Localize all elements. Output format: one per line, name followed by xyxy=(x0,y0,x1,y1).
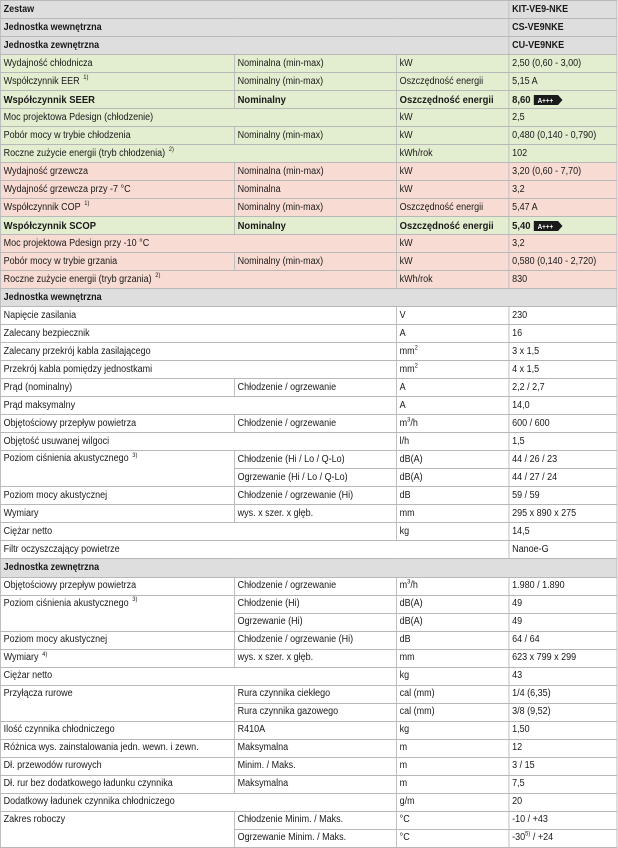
energy-class-text: A+++ xyxy=(538,97,554,105)
cell-unit: kWh/rok xyxy=(396,271,509,289)
cell-label: Objętościowy przepływ powietrza xyxy=(0,577,234,595)
cell-unit: kWh/rok xyxy=(396,145,509,163)
row-cooling-capacity xyxy=(0,55,617,73)
cell-value: 295 x 890 x 275 xyxy=(509,505,617,523)
row-outdoor-model xyxy=(0,37,617,55)
cell-unit: kW xyxy=(396,235,509,253)
cell-unit: m xyxy=(396,775,509,793)
cell-condition: Chłodzenie / ogrzewanie xyxy=(234,577,396,595)
row-scop xyxy=(0,217,617,235)
cell-unit: Oszczędność energii xyxy=(396,73,509,91)
indoor-model-value: CS-VE9NKE xyxy=(509,19,617,37)
cell-value: 600 / 600 xyxy=(509,415,617,433)
row-seer xyxy=(0,91,617,109)
cell-unit: °C xyxy=(396,811,509,829)
cell-label: Przyłącza rurowe xyxy=(0,685,234,721)
cell-condition: Chłodzenie / ogrzewanie (Hi) xyxy=(234,487,396,505)
row-annual-heating xyxy=(0,271,617,289)
cell-value: 7,5 xyxy=(509,775,617,793)
cell-value: 14,5 xyxy=(509,523,617,541)
label-text: Poziom ciśnienia akustycznego xyxy=(3,453,129,465)
cell-value: 1/4 (6,35) xyxy=(509,685,617,703)
cell-unit: dB(A) xyxy=(396,451,509,469)
row-heating-capacity-7 xyxy=(0,181,617,199)
cell-label: Dodatkowy ładunek czynnika chłodniczego xyxy=(0,793,396,811)
cell-condition: Ogrzewanie (Hi / Lo / Q-Lo) xyxy=(234,469,396,487)
cell-label: Pobór mocy w trybie chłodzenia xyxy=(0,127,234,145)
label-text: Roczne zużycie energii (tryb grzania) xyxy=(3,273,152,285)
unit-suffix: /h xyxy=(410,580,418,591)
cell-label xyxy=(0,199,234,217)
cell-unit: kW xyxy=(396,163,509,181)
seer-value: 8,60 xyxy=(512,93,531,106)
unit-suffix: /h xyxy=(410,417,418,429)
cell-unit: A xyxy=(396,325,509,343)
cell-value: 4 x 1,5 xyxy=(509,361,617,379)
cell-unit: l/h xyxy=(396,433,509,451)
cell-label xyxy=(0,595,234,631)
cell-condition: Nominalny xyxy=(234,217,396,235)
cell-condition: Ogrzewanie (Hi) xyxy=(234,613,396,631)
unit-text: m xyxy=(399,580,408,591)
cell-unit: kg xyxy=(396,667,509,685)
cell-label xyxy=(0,451,234,487)
cell-value: 2,50 (0,60 - 3,00) xyxy=(509,55,617,73)
footnote-mark: 5) xyxy=(525,830,531,838)
cell-value: 44 / 26 / 23 xyxy=(509,451,617,469)
cell-value: 49 xyxy=(509,595,617,613)
cell-condition: Chłodzenie / ogrzewanie xyxy=(234,415,396,433)
cell-unit: m xyxy=(396,739,509,757)
cell-value: 102 xyxy=(509,145,617,163)
cell-unit xyxy=(396,361,509,379)
cell-condition: Rura czynnika ciekłego xyxy=(234,685,396,703)
row-operating-range-cooling xyxy=(0,811,617,829)
footnote-mark: 1) xyxy=(83,74,89,82)
cell-value: 59 / 59 xyxy=(509,487,617,505)
footnote-mark: 2) xyxy=(168,146,174,154)
row-indoor-sound-pressure-cooling xyxy=(0,451,617,469)
cell-unit: A xyxy=(396,397,509,415)
cell-label: Dł. przewodów rurowych xyxy=(0,757,234,775)
cell-label: Ilość czynnika chłodniczego xyxy=(0,721,234,739)
unit-text: mm xyxy=(399,363,415,375)
cell-label xyxy=(0,649,234,667)
label-text: Roczne zużycie energii (tryb chłodzenia) xyxy=(3,147,166,159)
row-indoor-dimensions xyxy=(0,505,617,523)
row-power-cable xyxy=(0,343,617,361)
cell-value: 3,2 xyxy=(509,235,617,253)
cell-label: Zalecany przekrój kabla zasilającego xyxy=(0,343,396,361)
row-pdesign-heating xyxy=(0,235,617,253)
value-suffix: / +24 xyxy=(530,832,554,844)
cell-unit: kW xyxy=(396,109,509,127)
cell-condition: Minim. / Maks. xyxy=(234,757,396,775)
cell-value: 230 xyxy=(509,307,617,325)
cell-condition: Maksymalna xyxy=(234,739,396,757)
cell-label: Filtr oczyszczający powietrze xyxy=(0,541,509,559)
cell-value: 64 / 64 xyxy=(509,631,617,649)
cell-value: 3,2 xyxy=(509,181,617,199)
row-outdoor-dimensions xyxy=(0,649,617,667)
cell-condition: Ogrzewanie Minim. / Maks. xyxy=(234,829,396,847)
row-cooling-power xyxy=(0,127,617,145)
cell-value: 623 x 799 x 299 xyxy=(509,649,617,667)
label-text: Wymiary xyxy=(3,652,39,664)
cell-unit: mm xyxy=(396,649,509,667)
row-eer xyxy=(0,73,617,91)
cell-unit: °C xyxy=(396,829,509,847)
cell-unit: kW xyxy=(396,253,509,271)
cell-condition: Nominalny (min-max) xyxy=(234,253,396,271)
cell-value: 2,5 xyxy=(509,109,617,127)
cell-value xyxy=(509,829,617,847)
cell-unit: Oszczędność energii xyxy=(396,217,509,235)
cell-label: Prąd maksymalny xyxy=(0,397,396,415)
cell-condition: Chłodzenie Minim. / Maks. xyxy=(234,811,396,829)
row-pipe-no-charge xyxy=(0,775,617,793)
cell-value: 44 / 27 / 24 xyxy=(509,469,617,487)
footnote-mark: 2) xyxy=(155,272,161,280)
cell-value: 43 xyxy=(509,667,617,685)
label-text: Współczynnik COP xyxy=(3,201,81,213)
row-fuse xyxy=(0,325,617,343)
unit-text: m xyxy=(399,417,408,429)
cell-unit: mm xyxy=(396,505,509,523)
cell-value: 3/8 (9,52) xyxy=(509,703,617,721)
cell-label: Zakres roboczy xyxy=(0,811,234,847)
row-height-difference xyxy=(0,739,617,757)
value-text: -30 xyxy=(512,832,526,844)
cell-value: 14,0 xyxy=(509,397,617,415)
cell-unit: dB(A) xyxy=(396,595,509,613)
cell-value: 16 xyxy=(509,325,617,343)
cell-value: 1.980 / 1.890 xyxy=(509,577,617,595)
row-zestaw xyxy=(0,1,617,19)
cell-unit: kW xyxy=(396,181,509,199)
cell-unit: dB xyxy=(396,487,509,505)
energy-class-text: A+++ xyxy=(538,223,554,231)
cell-label: Pobór mocy w trybie grzania xyxy=(0,253,234,271)
row-dehumidification xyxy=(0,433,617,451)
zestaw-label: Zestaw xyxy=(0,1,509,19)
outdoor-model-label: Jednostka zewnętrzna xyxy=(0,37,509,55)
cell-value: 3 / 15 xyxy=(509,757,617,775)
cell-unit: cal (mm) xyxy=(396,685,509,703)
unit-sup: 3 xyxy=(407,416,411,424)
row-air-filter xyxy=(0,541,617,559)
label-text: Poziom ciśnienia akustycznego xyxy=(3,597,129,609)
cell-label: Wydajność chłodnicza xyxy=(0,55,234,73)
cell-unit: dB(A) xyxy=(396,613,509,631)
cell-unit: Oszczędność energii xyxy=(396,199,509,217)
section-title: Jednostka wewnętrzna xyxy=(0,289,617,307)
row-current-max xyxy=(0,397,617,415)
row-outdoor-airflow xyxy=(0,577,617,595)
row-annual-cooling xyxy=(0,145,617,163)
cell-condition: Nominalna (min-max) xyxy=(234,55,396,73)
cell-value: 3,20 (0,60 - 7,70) xyxy=(509,163,617,181)
row-pipe-liquid xyxy=(0,685,617,703)
cell-label: Prąd (nominalny) xyxy=(0,379,234,397)
cell-unit xyxy=(396,415,509,433)
cell-condition: R410A xyxy=(234,721,396,739)
cell-label: Zalecany bezpiecznik xyxy=(0,325,396,343)
section-outdoor-header xyxy=(0,559,617,577)
cell-unit: Oszczędność energii xyxy=(396,91,509,109)
cell-unit xyxy=(396,577,509,595)
cell-condition: Rura czynnika gazowego xyxy=(234,703,396,721)
row-outdoor-sound-power xyxy=(0,631,617,649)
row-outdoor-weight xyxy=(0,667,617,685)
cell-value: 3 x 1,5 xyxy=(509,343,617,361)
outdoor-model-value: CU-VE9NKE xyxy=(509,37,617,55)
row-pdesign-cooling xyxy=(0,109,617,127)
row-heating-capacity xyxy=(0,163,617,181)
cell-unit: g/m xyxy=(396,793,509,811)
row-heating-power xyxy=(0,253,617,271)
cell-value: 5,15 A xyxy=(509,73,617,91)
row-indoor-model xyxy=(0,19,617,37)
cell-label: Ciężar netto xyxy=(0,523,396,541)
cell-label: Ciężar netto xyxy=(0,667,396,685)
cell-label: Wydajność grzewcza przy -7 °C xyxy=(0,181,234,199)
cell-unit: dB(A) xyxy=(396,469,509,487)
row-refrigerant-amount xyxy=(0,721,617,739)
cell-label: Objętość usuwanej wilgoci xyxy=(0,433,396,451)
row-additional-charge xyxy=(0,793,617,811)
cell-condition: Nominalna xyxy=(234,181,396,199)
unit-text: mm xyxy=(399,345,415,357)
cell-label: Różnica wys. zainstalowania jedn. wewn. i zewn. xyxy=(0,739,234,757)
row-current-nominal xyxy=(0,379,617,397)
cell-condition: wys. x szer. x głęb. xyxy=(234,505,396,523)
label-text: Współczynnik EER xyxy=(3,75,80,87)
cell-unit: kg xyxy=(396,721,509,739)
row-interconnect-cable xyxy=(0,361,617,379)
cell-label: Objętościowy przepływ powietrza xyxy=(0,415,234,433)
cell-value: 2,2 / 2,7 xyxy=(509,379,617,397)
cell-label: Wymiary xyxy=(0,505,234,523)
cell-value: 5,47 A xyxy=(509,199,617,217)
row-indoor-weight xyxy=(0,523,617,541)
cell-condition: Maksymalna xyxy=(234,775,396,793)
cell-value: -10 / +43 xyxy=(509,811,617,829)
cell-unit: V xyxy=(396,307,509,325)
row-pipe-length xyxy=(0,757,617,775)
footnote-mark: 3) xyxy=(132,452,138,460)
cell-label xyxy=(0,73,234,91)
energy-class-badge-icon xyxy=(534,221,563,231)
footnote-mark: 1) xyxy=(84,200,90,208)
cell-unit: kW xyxy=(396,55,509,73)
cell-value: 12 xyxy=(509,739,617,757)
cell-label: Współczynnik SCOP xyxy=(0,217,234,235)
row-outdoor-sound-pressure-cooling xyxy=(0,595,617,613)
cell-unit: kW xyxy=(396,127,509,145)
cell-value xyxy=(509,91,617,109)
cell-unit: cal (mm) xyxy=(396,703,509,721)
row-cop xyxy=(0,199,617,217)
cell-unit: m xyxy=(396,757,509,775)
row-indoor-airflow xyxy=(0,415,617,433)
row-voltage xyxy=(0,307,617,325)
cell-value xyxy=(509,217,617,235)
cell-value: 20 xyxy=(509,793,617,811)
cell-value: 0,480 (0,140 - 0,790) xyxy=(509,127,617,145)
zestaw-value: KIT-VE9-NKE xyxy=(509,1,617,19)
cell-value: 1,50 xyxy=(509,721,617,739)
cell-label: Moc projektowa Pdesign przy -10 °C xyxy=(0,235,396,253)
cell-condition: Nominalny (min-max) xyxy=(234,127,396,145)
cell-unit: kg xyxy=(396,523,509,541)
energy-class-badge-icon xyxy=(534,95,563,105)
cell-value: 0,580 (0,140 - 2,720) xyxy=(509,253,617,271)
cell-label: Przekrój kabla pomiędzy jednostkami xyxy=(0,361,396,379)
cell-condition: Chłodzenie / ogrzewanie (Hi) xyxy=(234,631,396,649)
footnote-mark: 3) xyxy=(132,596,138,604)
cell-value: 830 xyxy=(509,271,617,289)
unit-sup: 2 xyxy=(414,362,418,370)
scop-value: 5,40 xyxy=(512,219,531,232)
cell-condition: Chłodzenie (Hi / Lo / Q-Lo) xyxy=(234,451,396,469)
cell-condition: wys. x szer. x głęb. xyxy=(234,649,396,667)
cell-unit: A xyxy=(396,379,509,397)
cell-condition: Nominalny xyxy=(234,91,396,109)
unit-sup: 3 xyxy=(407,578,411,586)
cell-condition: Chłodzenie / ogrzewanie xyxy=(234,379,396,397)
cell-unit: dB xyxy=(396,631,509,649)
cell-condition: Nominalny (min-max) xyxy=(234,73,396,91)
section-title: Jednostka zewnętrzna xyxy=(0,559,617,577)
cell-label: Wydajność grzewcza xyxy=(0,163,234,181)
cell-label: Poziom mocy akustycznej xyxy=(0,487,234,505)
cell-value: 1,5 xyxy=(509,433,617,451)
cell-unit xyxy=(396,343,509,361)
cell-label: Dł. rur bez dodatkowego ładunku czynnika xyxy=(0,775,234,793)
cell-condition: Chłodzenie (Hi) xyxy=(234,595,396,613)
cell-condition: Nominalny (min-max) xyxy=(234,199,396,217)
cell-label: Poziom mocy akustycznej xyxy=(0,631,234,649)
cell-label: Moc projektowa Pdesign (chłodzenie) xyxy=(0,109,396,127)
row-indoor-sound-power xyxy=(0,487,617,505)
cell-label xyxy=(0,271,396,289)
cell-condition: Nominalna (min-max) xyxy=(234,163,396,181)
cell-value: 49 xyxy=(509,613,617,631)
cell-value: Nanoe-G xyxy=(509,541,617,559)
unit-sup: 2 xyxy=(414,344,418,352)
cell-label: Współczynnik SEER xyxy=(0,91,234,109)
cell-label: Napięcie zasilania xyxy=(0,307,396,325)
footnote-mark: 4) xyxy=(42,650,48,658)
cell-label xyxy=(0,145,396,163)
section-indoor-header xyxy=(0,289,617,307)
indoor-model-label: Jednostka wewnętrzna xyxy=(0,19,509,37)
